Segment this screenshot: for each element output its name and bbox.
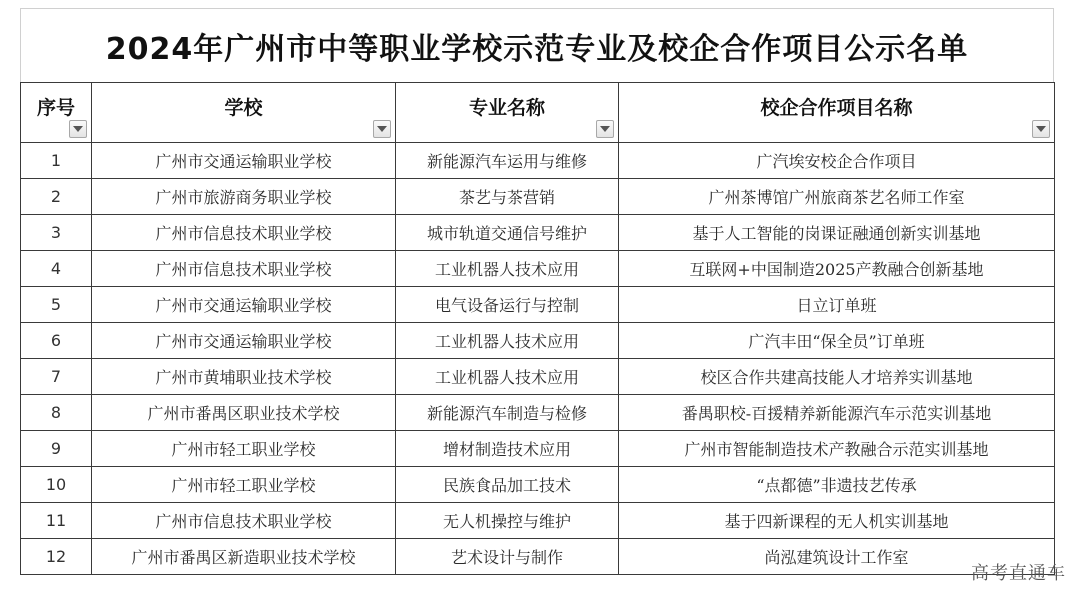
project-cell[interactable]: 互联网+中国制造2025产教融合创新基地 <box>619 251 1055 287</box>
school-cell[interactable]: 广州市信息技术职业学校 <box>92 251 396 287</box>
chevron-down-icon <box>377 126 387 132</box>
school-cell[interactable]: 广州市信息技术职业学校 <box>92 503 396 539</box>
table-row <box>21 323 1055 359</box>
major-cell[interactable]: 城市轨道交通信号维护 <box>396 215 619 251</box>
major-cell[interactable]: 工业机器人技术应用 <box>396 251 619 287</box>
header-label: 校企合作项目名称 <box>760 97 913 119</box>
project-cell[interactable]: 广汽埃安校企合作项目 <box>619 143 1055 179</box>
table-row <box>21 395 1055 431</box>
index-cell[interactable]: 7 <box>21 359 92 395</box>
index-cell[interactable]: 9 <box>21 431 92 467</box>
table-row <box>21 179 1055 215</box>
project-cell[interactable]: 广州茶博馆广州旅商茶艺名师工作室 <box>619 179 1055 215</box>
school-cell[interactable]: 广州市交通运输职业学校 <box>92 323 396 359</box>
project-cell[interactable]: 校区合作共建高技能人才培养实训基地 <box>619 359 1055 395</box>
index-cell[interactable]: 11 <box>21 503 92 539</box>
school-cell[interactable]: 广州市番禺区职业技术学校 <box>92 395 396 431</box>
chevron-down-icon <box>1036 126 1046 132</box>
index-cell[interactable]: 6 <box>21 323 92 359</box>
table-row <box>21 215 1055 251</box>
major-cell[interactable]: 民族食品加工技术 <box>396 467 619 503</box>
chevron-down-icon <box>600 126 610 132</box>
header-cell-major[interactable] <box>396 83 619 143</box>
header-label: 学校 <box>224 97 263 119</box>
table-row <box>21 143 1055 179</box>
filter-dropdown-button[interactable] <box>69 120 87 138</box>
major-cell[interactable]: 电气设备运行与控制 <box>396 287 619 323</box>
watermark: 高考直通车 <box>971 563 1066 584</box>
index-cell[interactable]: 10 <box>21 467 92 503</box>
spreadsheet-sheet <box>20 8 1054 574</box>
index-cell[interactable]: 8 <box>21 395 92 431</box>
project-cell[interactable]: “点都德”非遗技艺传承 <box>619 467 1055 503</box>
project-cell[interactable]: 广州市智能制造技术产教融合示范实训基地 <box>619 431 1055 467</box>
major-cell[interactable]: 新能源汽车运用与维修 <box>396 143 619 179</box>
major-cell[interactable]: 工业机器人技术应用 <box>396 323 619 359</box>
project-cell[interactable]: 日立订单班 <box>619 287 1055 323</box>
filter-dropdown-button[interactable] <box>596 120 614 138</box>
major-cell[interactable]: 无人机操控与维护 <box>396 503 619 539</box>
chevron-down-icon <box>73 126 83 132</box>
school-cell[interactable]: 广州市交通运输职业学校 <box>92 287 396 323</box>
school-cell[interactable]: 广州市番禺区新造职业技术学校 <box>92 539 396 575</box>
header-row <box>21 83 1055 143</box>
major-cell[interactable]: 增材制造技术应用 <box>396 431 619 467</box>
school-cell[interactable]: 广州市轻工职业学校 <box>92 431 396 467</box>
table-row <box>21 251 1055 287</box>
school-cell[interactable]: 广州市黄埔职业技术学校 <box>92 359 396 395</box>
table-row <box>21 503 1055 539</box>
table-row <box>21 359 1055 395</box>
index-cell[interactable]: 3 <box>21 215 92 251</box>
school-cell[interactable]: 广州市交通运输职业学校 <box>92 143 396 179</box>
table-row <box>21 539 1055 575</box>
header-cell-index[interactable] <box>21 83 92 143</box>
major-cell[interactable]: 新能源汽车制造与检修 <box>396 395 619 431</box>
table-row <box>21 431 1055 467</box>
project-cell[interactable]: 基于人工智能的岗课证融通创新实训基地 <box>619 215 1055 251</box>
filter-dropdown-button[interactable] <box>373 120 391 138</box>
project-cell[interactable]: 基于四新课程的无人机实训基地 <box>619 503 1055 539</box>
header-cell-project[interactable] <box>619 83 1055 143</box>
header-cell-school[interactable] <box>92 83 396 143</box>
school-cell[interactable]: 广州市信息技术职业学校 <box>92 215 396 251</box>
project-cell[interactable]: 广汽丰田“保全员”订单班 <box>619 323 1055 359</box>
index-cell[interactable]: 1 <box>21 143 92 179</box>
table-row <box>21 467 1055 503</box>
page-title: 2024年广州市中等职业学校示范专业及校企合作项目公示名单 <box>105 31 969 67</box>
project-cell[interactable]: 番禺职校-百援精养新能源汽车示范实训基地 <box>619 395 1055 431</box>
title-cell[interactable] <box>20 8 1054 82</box>
school-cell[interactable]: 广州市旅游商务职业学校 <box>92 179 396 215</box>
index-cell[interactable]: 4 <box>21 251 92 287</box>
index-cell[interactable]: 5 <box>21 287 92 323</box>
school-cell[interactable]: 广州市轻工职业学校 <box>92 467 396 503</box>
major-cell[interactable]: 工业机器人技术应用 <box>396 359 619 395</box>
index-cell[interactable]: 2 <box>21 179 92 215</box>
table-row <box>21 287 1055 323</box>
major-cell[interactable]: 茶艺与茶营销 <box>396 179 619 215</box>
project-cell[interactable]: 尚泓建筑设计工作室 <box>619 539 1055 575</box>
header-label: 专业名称 <box>468 97 545 119</box>
major-cell[interactable]: 艺术设计与制作 <box>396 539 619 575</box>
project-table <box>20 82 1055 575</box>
header-label: 序号 <box>36 97 75 119</box>
index-cell[interactable]: 12 <box>21 539 92 575</box>
filter-dropdown-button[interactable] <box>1032 120 1050 138</box>
